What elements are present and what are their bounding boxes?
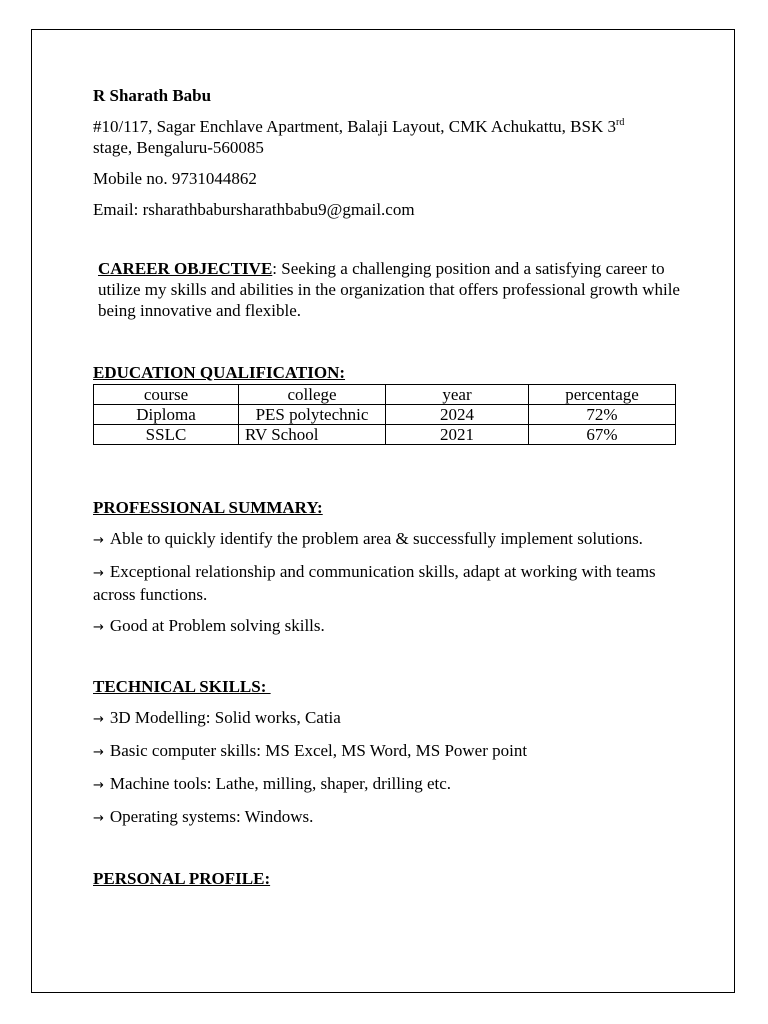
career-objective-text: : Seeking a challenging position and a satisfying career to utilize my skills and abilities in the organization that offers professional growth while being innovative and flexible. <box>98 259 680 320</box>
cell-percentage: 72% <box>529 405 676 425</box>
education-heading: EDUCATION QUALIFICATION: <box>93 363 346 382</box>
cell-year: 2024 <box>386 405 529 425</box>
candidate-name: R Sharath Babu <box>93 86 212 105</box>
table-row <box>94 425 676 445</box>
summary-item-text: Good at Problem solving skills. <box>109 616 325 635</box>
cell-college: RV School <box>239 425 386 445</box>
cell-course: Diploma <box>94 405 239 425</box>
column-header-college: college <box>239 385 386 405</box>
list-item <box>93 740 683 763</box>
career-objective-heading: CAREER OBJECTIVE <box>98 259 273 278</box>
list-item <box>93 707 683 730</box>
arrow-right-icon: → <box>93 533 104 548</box>
cell-year: 2021 <box>386 425 529 445</box>
cell-course: SSLC <box>94 425 239 445</box>
summary-item-text: Able to quickly identify the problem area & successfully implement solutions. <box>109 529 643 548</box>
mobile-number: Mobile no. 9731044862 <box>93 169 257 188</box>
skill-item-text: Machine tools: Lathe, milling, shaper, drilling etc. <box>109 774 452 793</box>
address-main: #10/117, Sagar Enchlave Apartment, Balaji Layout, CMK Achukattu, BSK 3 <box>93 117 616 136</box>
arrow-right-icon: → <box>93 620 104 635</box>
list-item <box>93 528 683 551</box>
skill-item-text: Operating systems: Windows. <box>109 807 314 826</box>
skill-item-text: 3D Modelling: Solid works, Catia <box>109 708 341 727</box>
list-item <box>93 773 683 796</box>
column-header-course: course <box>94 385 239 405</box>
table-row <box>94 405 676 425</box>
personal-profile-heading: PERSONAL PROFILE: <box>93 869 271 888</box>
professional-summary-heading: PROFESSIONAL SUMMARY: <box>93 498 323 517</box>
cell-percentage: 67% <box>529 425 676 445</box>
column-header-year: year <box>386 385 529 405</box>
arrow-right-icon: → <box>93 745 104 760</box>
list-item <box>93 615 683 638</box>
education-table <box>93 384 676 445</box>
address-rest: stage, Bengaluru-560085 <box>93 138 264 157</box>
list-item <box>93 806 683 829</box>
arrow-right-icon: → <box>93 566 104 581</box>
list-item <box>93 561 683 605</box>
email-address: Email: rsharathbabursharathbabu9@gmail.com <box>93 200 415 219</box>
address <box>93 116 683 158</box>
resume-content <box>93 85 683 889</box>
address-ordinal-suffix: rd <box>615 117 625 128</box>
arrow-right-icon: → <box>93 811 104 826</box>
arrow-right-icon: → <box>93 712 104 727</box>
skill-item-text: Basic computer skills: MS Excel, MS Word, MS Power point <box>109 741 528 760</box>
education-table-header-row <box>94 385 676 405</box>
summary-item-text: Exceptional relationship and communication skills, adapt at working with teams across functions. <box>93 562 656 604</box>
technical-skills-heading: TECHNICAL SKILLS: <box>93 677 271 696</box>
column-header-percentage: percentage <box>529 385 676 405</box>
cell-college: PES polytechnic <box>239 405 386 425</box>
arrow-right-icon: → <box>93 778 104 793</box>
career-objective <box>93 258 683 321</box>
